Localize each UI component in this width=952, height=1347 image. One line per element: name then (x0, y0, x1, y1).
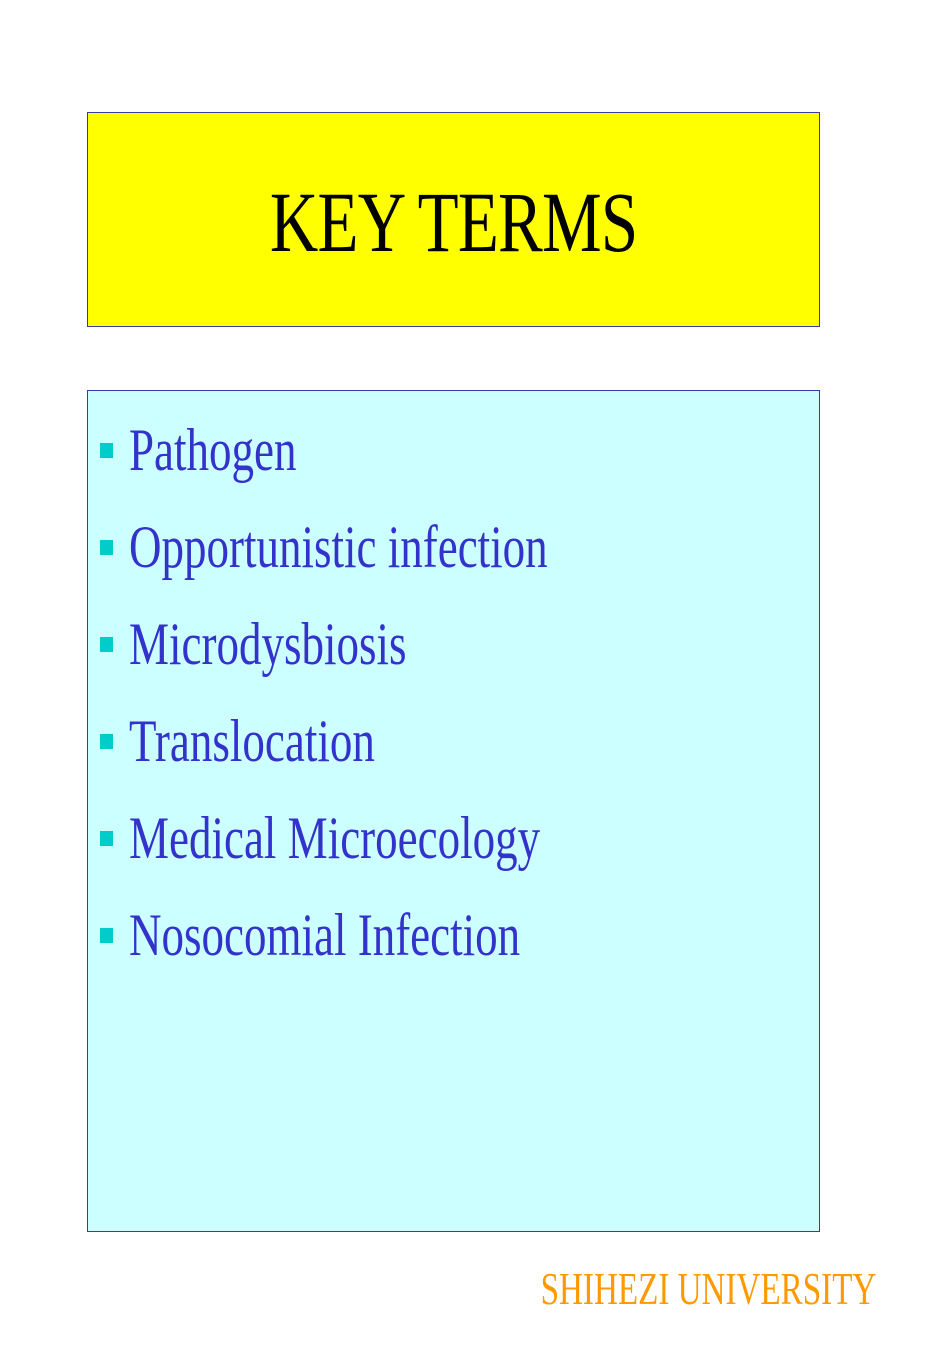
square-bullet-icon (100, 831, 113, 846)
term-label: Nosocomial Infection (129, 902, 521, 968)
list-item (88, 611, 819, 708)
key-terms-list (88, 417, 819, 999)
title-banner (87, 112, 820, 327)
square-bullet-icon (100, 734, 113, 749)
square-bullet-icon (100, 540, 113, 555)
term-label: Opportunistic infection (129, 514, 548, 580)
square-bullet-icon (100, 443, 113, 458)
square-bullet-icon (100, 637, 113, 652)
list-item (88, 417, 819, 514)
term-label: Translocation (129, 708, 375, 774)
key-terms-panel (87, 390, 820, 1232)
list-item (88, 902, 819, 999)
term-label: Medical Microecology (129, 805, 541, 871)
square-bullet-icon (100, 928, 113, 943)
term-label: Pathogen (129, 417, 297, 483)
list-item (88, 514, 819, 611)
term-label: Microdysbiosis (129, 611, 407, 677)
university-footer: SHIHEZI UNIVERSITY (540, 1263, 876, 1314)
list-item (88, 805, 819, 902)
slide-title: KEY TERMS (269, 173, 638, 270)
list-item (88, 708, 819, 805)
